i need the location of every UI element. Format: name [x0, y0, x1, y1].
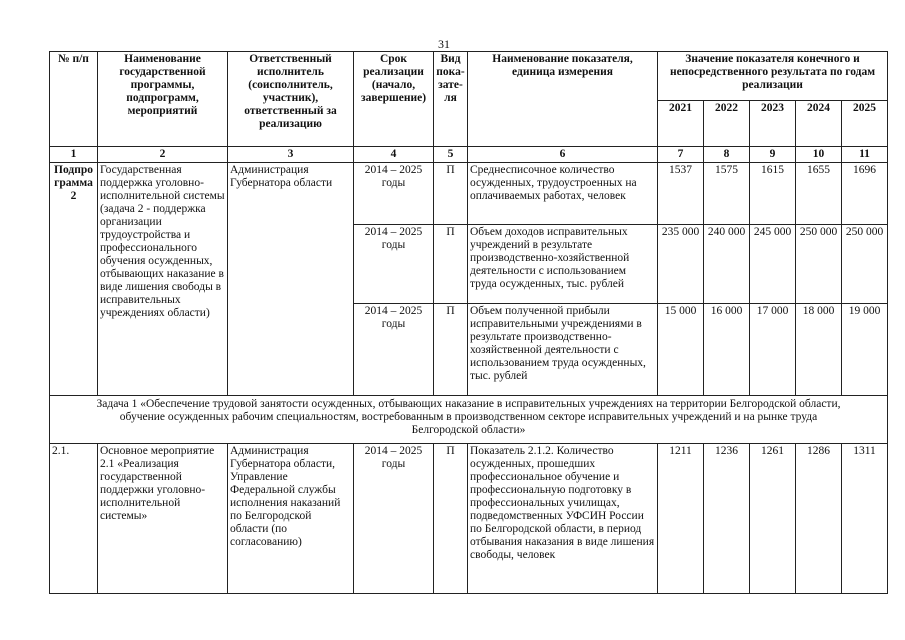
col-number: 7 [658, 147, 704, 163]
term-cell: 2014 – 2025 годы [354, 304, 434, 396]
header-year: 2021 [658, 101, 704, 147]
col-number: 4 [354, 147, 434, 163]
activity-name: Основное мероприятие 2.1 «Реализация государственной поддержки уголовно-исполнительной системы» [98, 444, 228, 594]
term-cell: 2014 – 2025 годы [354, 444, 434, 594]
activity-executor: Администрация Губернатора области, Управление Федеральной службы исполнения наказаний по Белгородской области (по согласованию) [228, 444, 354, 594]
indicator-cell: Среднесписочное количество осужденных, трудоустроенных на оплачиваемых работах, человек [468, 163, 658, 225]
header-indicator: Наименование показателя, единица измерения [468, 52, 658, 147]
type-cell: П [434, 304, 468, 396]
col-number: 2 [98, 147, 228, 163]
value-cell: 1211 [658, 444, 704, 594]
value-cell: 1286 [796, 444, 842, 594]
value-cell: 17 000 [750, 304, 796, 396]
value-cell: 1261 [750, 444, 796, 594]
value-cell: 1236 [704, 444, 750, 594]
value-cell: 1696 [842, 163, 888, 225]
indicator-cell: Объем полученной прибыли исправительными учреждениями в результате производственно-хозяйственной деятельности с использованием труда осужденных, тыс. рублей [468, 304, 658, 396]
col-number: 8 [704, 147, 750, 163]
value-cell: 250 000 [842, 225, 888, 304]
header-num: № п/п [50, 52, 98, 147]
header-year: 2023 [750, 101, 796, 147]
value-cell: 1575 [704, 163, 750, 225]
term-cell: 2014 – 2025 годы [354, 163, 434, 225]
type-cell: П [434, 163, 468, 225]
col-number: 11 [842, 147, 888, 163]
header-year: 2024 [796, 101, 842, 147]
value-cell: 1655 [796, 163, 842, 225]
type-cell: П [434, 444, 468, 594]
term-cell: 2014 – 2025 годы [354, 225, 434, 304]
subprogram-number: Подпро грамма 2 [50, 163, 98, 396]
value-cell: 240 000 [704, 225, 750, 304]
header-term: Срок реализации (начало, завершение) [354, 52, 434, 147]
value-cell: 1537 [658, 163, 704, 225]
value-cell: 1615 [750, 163, 796, 225]
value-cell: 1311 [842, 444, 888, 594]
value-cell: 235 000 [658, 225, 704, 304]
value-cell: 19 000 [842, 304, 888, 396]
header-type: Вид пока-зате-ля [434, 52, 468, 147]
header-value: Значение показателя конечного и непосредственного результата по годам реализации [658, 52, 888, 101]
col-number: 5 [434, 147, 468, 163]
program-table [49, 51, 888, 594]
col-number: 3 [228, 147, 354, 163]
indicator-cell: Показатель 2.1.2. Количество осужденных, прошедших профессиональное обучение и профессиональную подготовку в профессиональных училищах, подведомственных УФСИН России по Белгородской области, в период отбывания наказания в виде лишения свободы, человек [468, 444, 658, 594]
row-number: 2.1. [50, 444, 98, 594]
indicator-cell: Объем доходов исправительных учреждений в результате производственно-хозяйственной деятельности с использованием труда осужденных, тыс. рублей [468, 225, 658, 304]
value-cell: 250 000 [796, 225, 842, 304]
value-cell: 245 000 [750, 225, 796, 304]
header-name: Наименование государственной программы, подпрограмм, мероприятий [98, 52, 228, 147]
page-number: 31 [438, 37, 450, 51]
subprogram-executor: Администрация Губернатора области [228, 163, 354, 396]
value-cell: 16 000 [704, 304, 750, 396]
col-number: 9 [750, 147, 796, 163]
header-year: 2022 [704, 101, 750, 147]
header-year: 2025 [842, 101, 888, 147]
task-heading: Задача 1 «Обеспечение трудовой занятости осужденных, отбывающих наказание в исправительных учреждениях на территории Белгородской области, обучение осужденных рабочим специальностям, востребованным в производственном секторе исправительных учреждений и на рынке труда Белгородской области» [50, 396, 888, 444]
col-number: 6 [468, 147, 658, 163]
type-cell: П [434, 225, 468, 304]
value-cell: 18 000 [796, 304, 842, 396]
col-number: 1 [50, 147, 98, 163]
header-executor: Ответственный исполнитель (соисполнитель, участник), ответственный за реализацию [228, 52, 354, 147]
subprogram-name: Государственная поддержка уголовно-исполнительной системы (задача 2 - поддержка организации трудоустройства и профессионального обучения осужденных, отбывающих наказание в виде лишения свободы в исправительных учреждениях области) [98, 163, 228, 396]
col-number: 10 [796, 147, 842, 163]
value-cell: 15 000 [658, 304, 704, 396]
